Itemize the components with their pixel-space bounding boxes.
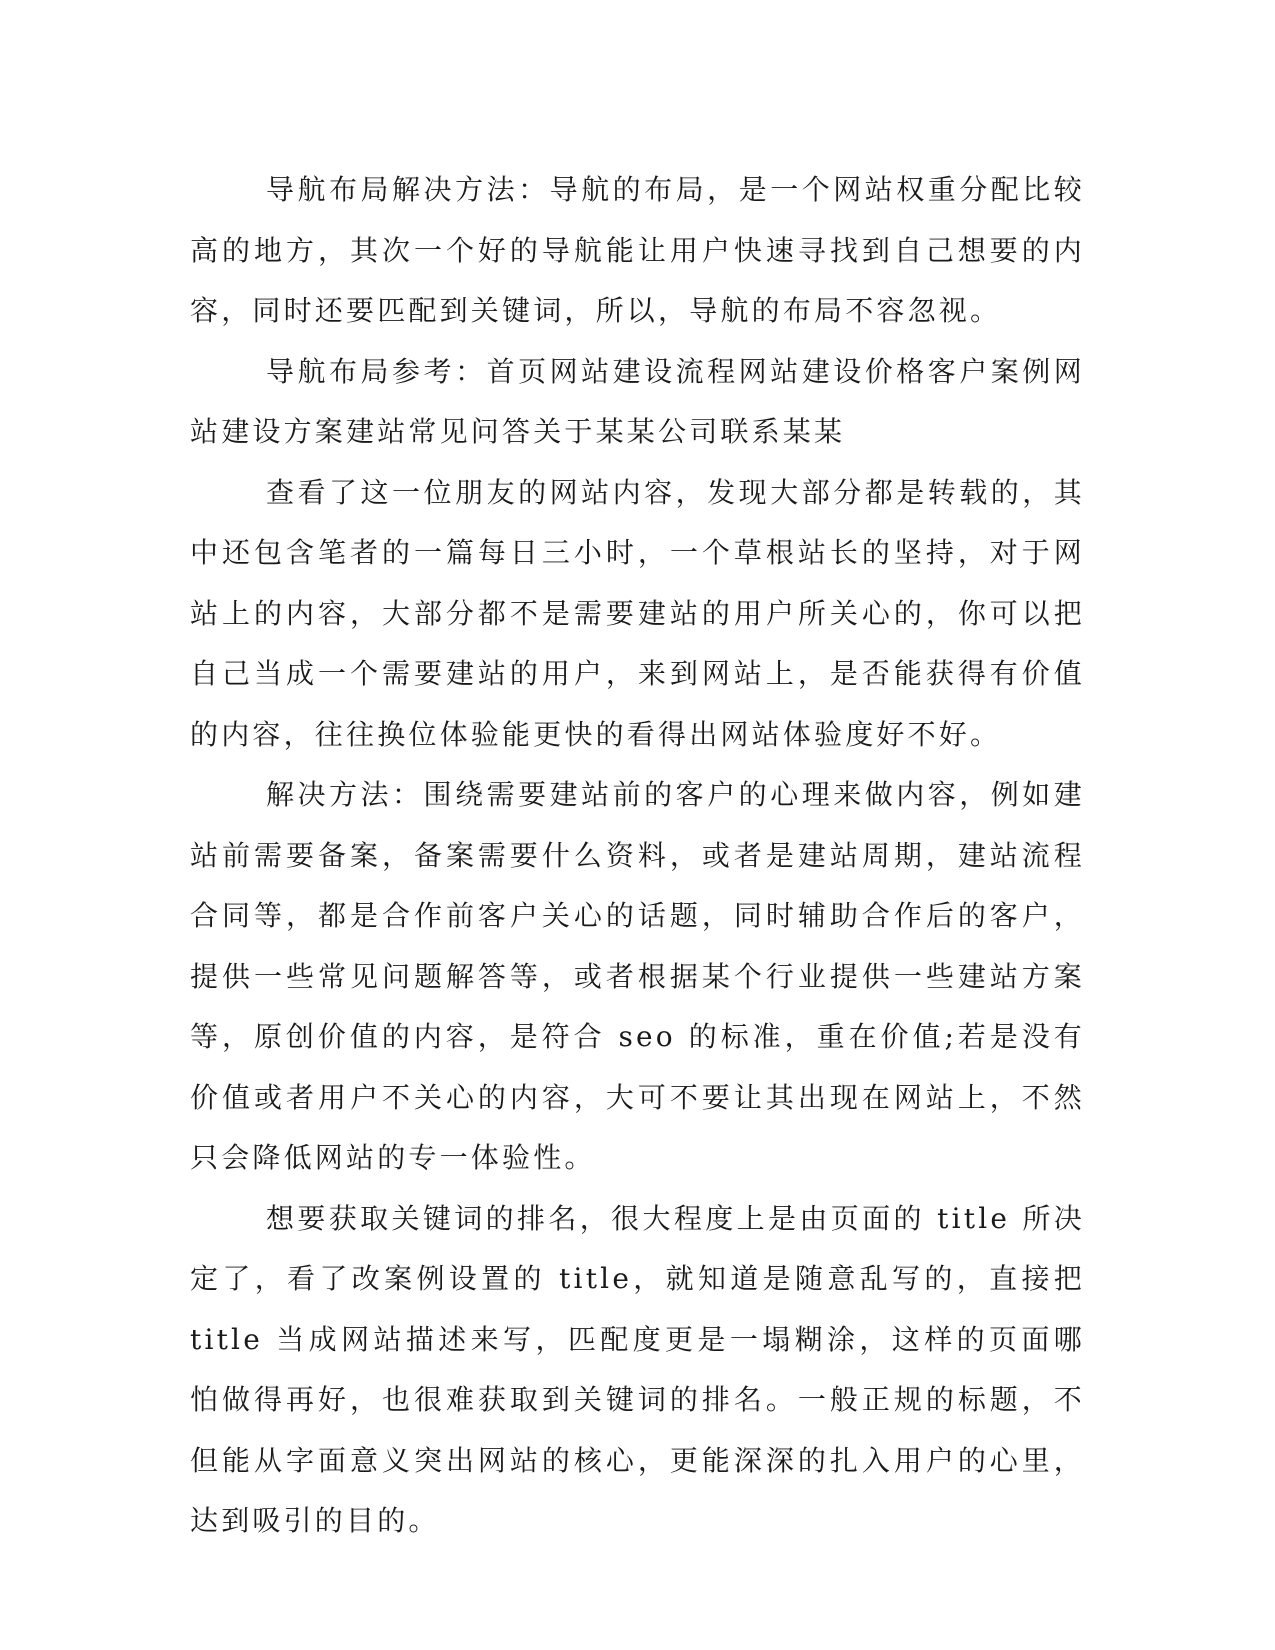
document-body [190,160,1085,1552]
paragraph-navigation-solution: 导航布局解决方法：导航的布局，是一个网站权重分配比较高的地方，其次一个好的导航能让用户快速寻找到自己想要的内容，同时还要匹配到关键词，所以，导航的布局不容忽视。 [190,173,1085,327]
paragraph-content-solution: 解决方法：围绕需要建站前的客户的心理来做内容，例如建站前需要备案，备案需要什么资料，或者是建站周期，建站流程合同等，都是合作前客户关心的话题，同时辅助合作后的客户，提供一些常见问题解答等，或者根据某个行业提供一些建站方案等，原创价值的内容，是符合 seo 的标准，重在价值;若是没有价值或者用户不关心的内容，大可不要让其出现在网站上，不然只会降低网站的专一体验性。 [190,778,1085,1174]
paragraph-content-review: 查看了这一位朋友的网站内容，发现大部分都是转载的，其中还包含笔者的一篇每日三小时，一个草根站长的坚持，对于网站上的内容，大部分都不是需要建站的用户所关心的，你可以把自己当成一个需要建站的用户，来到网站上，是否能获得有价值的内容，往往换位体验能更快的看得出网站体验度好不好。 [190,475,1085,751]
paragraph-navigation-reference: 导航布局参考：首页网站建设流程网站建设价格客户案例网站建设方案建站常见问答关于某某公司联系某某 [190,354,1085,448]
paragraph-title-keywords: 想要获取关键词的排名，很大程度上是由页面的 title 所决定了，看了改案例设置的 title，就知道是随意乱写的，直接把 title 当成网站描述来写，匹配度更是一塌糊涂，这样的页面哪怕做得再好，也很难获取到关键词的排名。一般正规的标题，不但能从字面意义突出网站的核心，更能深深的扎入用户的心里，达到吸引的目的。 [190,1201,1085,1537]
